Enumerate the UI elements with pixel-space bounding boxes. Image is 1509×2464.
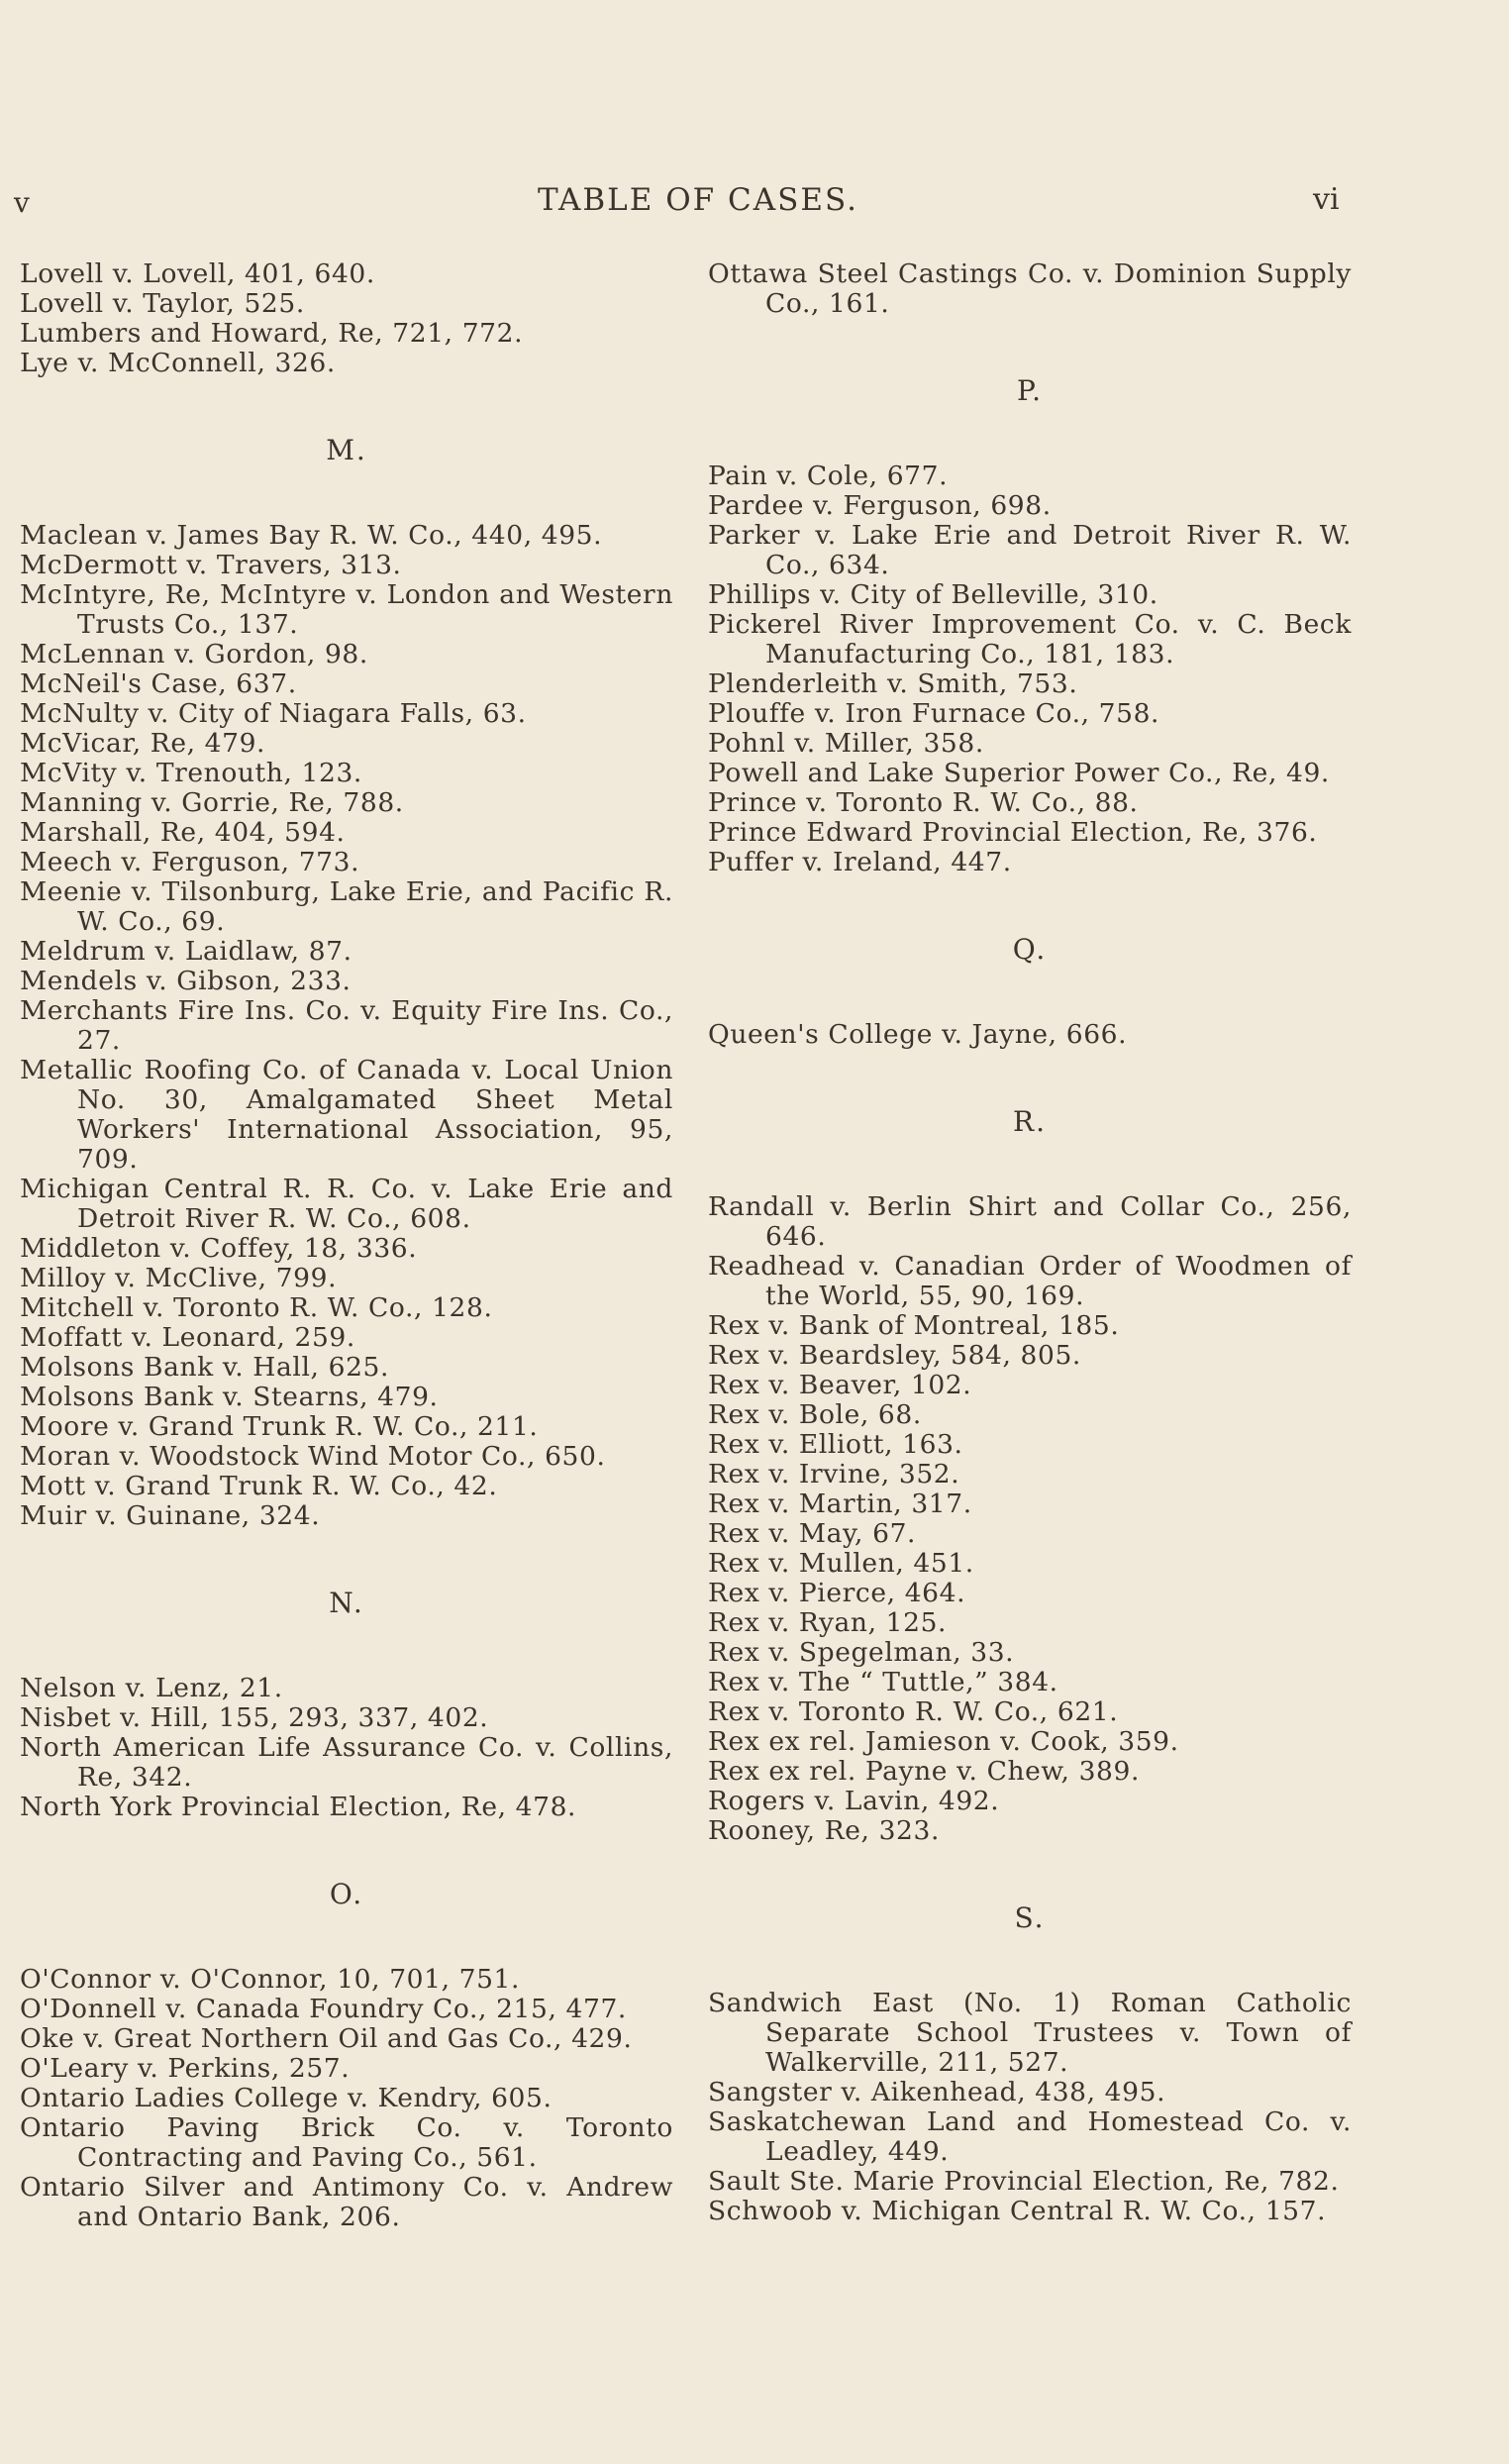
- case-entry: Meech v. Ferguson, 773.: [20, 847, 360, 877]
- section-letter: N.: [329, 1587, 364, 1619]
- case-entry: Rex v. Beardsley, 584, 805.: [708, 1340, 1081, 1371]
- case-entry: McIntyre, Re, McIntyre v. London and Western Trusts Co., 137.: [20, 579, 673, 640]
- case-entry: Rex v. Bank of Montreal, 185.: [708, 1310, 1120, 1341]
- case-entry: Rex v. Irvine, 352.: [708, 1459, 960, 1489]
- case-entry: Manning v. Gorrie, Re, 788.: [20, 787, 404, 818]
- page-number: vi: [1313, 182, 1340, 217]
- case-entry: Meenie v. Tilsonburg, Lake Erie, and Pacific R. W. Co., 69.: [20, 876, 673, 937]
- case-entry: Sandwich East (No. 1) Roman Catholic Separate School Trustees v. Town of Walkerville, 211, 527.: [708, 1988, 1352, 2078]
- case-entry: Powell and Lake Superior Power Co., Re, 49.: [708, 758, 1330, 788]
- case-entry: Oke v. Great Northern Oil and Gas Co., 429.: [20, 2023, 633, 2054]
- case-entry: Mitchell v. Toronto R. W. Co., 128.: [20, 1292, 493, 1323]
- case-entry: Puffer v. Ireland, 447.: [708, 847, 1012, 877]
- case-entry: McVicar, Re, 479.: [20, 728, 266, 759]
- page-header: [0, 178, 1509, 228]
- case-entry: Saskatchewan Land and Homestead Co. v. Leadley, 449.: [708, 2106, 1352, 2167]
- case-entry: Rex v. Spegelman, 33.: [708, 1637, 1015, 1668]
- case-entry: Prince v. Toronto R. W. Co., 88.: [708, 787, 1139, 818]
- case-entry: Ontario Silver and Antimony Co. v. Andrew and Ontario Bank, 206.: [20, 2172, 673, 2232]
- case-entry: Readhead v. Canadian Order of Woodmen of the World, 55, 90, 169.: [708, 1251, 1352, 1311]
- right-column: [708, 259, 1352, 2226]
- case-entry: Nisbet v. Hill, 155, 293, 337, 402.: [20, 1702, 489, 1733]
- case-entry: Rex v. May, 67.: [708, 1518, 917, 1549]
- case-entry: Milloy v. McClive, 799.: [20, 1263, 338, 1293]
- case-entry: Rooney, Re, 323.: [708, 1815, 940, 1846]
- case-entry: Rex ex rel. Jamieson v. Cook, 359.: [708, 1726, 1179, 1757]
- case-entry: Ottawa Steel Castings Co. v. Dominion Supply Co., 161.: [708, 258, 1352, 319]
- page-mark: v: [14, 186, 30, 219]
- case-entry: Middleton v. Coffey, 18, 336.: [20, 1233, 418, 1264]
- case-entry: Rex v. Ryan, 125.: [708, 1607, 948, 1638]
- case-entry: Plenderleith v. Smith, 753.: [708, 668, 1078, 699]
- case-entry: Molsons Bank v. Stearns, 479.: [20, 1382, 439, 1412]
- case-entry: Moran v. Woodstock Wind Motor Co., 650.: [20, 1441, 606, 1472]
- case-entry: Lumbers and Howard, Re, 721, 772.: [20, 318, 524, 349]
- case-entry: Plouffe v. Iron Furnace Co., 758.: [708, 698, 1160, 729]
- case-entry: Phillips v. City of Belleville, 310.: [708, 579, 1158, 610]
- case-entry: Merchants Fire Ins. Co. v. Equity Fire Ins. Co., 27.: [20, 995, 673, 1056]
- case-entry: Sault Ste. Marie Provincial Election, Re, 782.: [708, 2166, 1340, 2197]
- section-letter: S.: [1014, 1901, 1046, 1934]
- case-entry: Sangster v. Aikenhead, 438, 495.: [708, 2077, 1166, 2107]
- case-entry: Mott v. Grand Trunk R. W. Co., 42.: [20, 1471, 498, 1501]
- case-entry: North York Provincial Election, Re, 478.: [20, 1792, 577, 1822]
- case-entry: O'Connor v. O'Connor, 10, 701, 751.: [20, 1964, 521, 1995]
- case-entry: Rogers v. Lavin, 492.: [708, 1786, 1000, 1816]
- case-entry: Rex v. The “ Tuttle,” 384.: [708, 1667, 1058, 1697]
- case-entry: Randall v. Berlin Shirt and Collar Co., 256, 646.: [708, 1191, 1352, 1252]
- section-letter: P.: [1016, 374, 1044, 407]
- case-entry: Meldrum v. Laidlaw, 87.: [20, 936, 352, 967]
- section-letter: O.: [329, 1878, 364, 1910]
- section-letter: M.: [326, 434, 367, 466]
- case-entry: Rex v. Pierce, 464.: [708, 1578, 966, 1608]
- case-entry: Muir v. Guinane, 324.: [20, 1500, 321, 1531]
- case-entry: Lovell v. Taylor, 525.: [20, 288, 305, 319]
- case-entry: Schwoob v. Michigan Central R. W. Co., 157.: [708, 2196, 1327, 2226]
- case-entry: Pohnl v. Miller, 358.: [708, 728, 984, 759]
- case-entry: O'Leary v. Perkins, 257.: [20, 2053, 351, 2084]
- case-entry: Lovell v. Lovell, 401, 640.: [20, 258, 375, 289]
- case-entry: Marshall, Re, 404, 594.: [20, 817, 346, 848]
- case-entry: Rex ex rel. Payne v. Chew, 389.: [708, 1756, 1141, 1787]
- case-entry: Pickerel River Improvement Co. v. C. Beck Manufacturing Co., 181, 183.: [708, 609, 1352, 669]
- case-entry: North American Life Assurance Co. v. Collins, Re, 342.: [20, 1732, 673, 1793]
- case-entry: McDermott v. Travers, 313.: [20, 550, 402, 580]
- case-entry: Rex v. Martin, 317.: [708, 1489, 972, 1519]
- case-entry: Moffatt v. Leonard, 259.: [20, 1322, 355, 1353]
- case-entry: Rex v. Mullen, 451.: [708, 1548, 974, 1579]
- case-entry: Lye v. McConnell, 326.: [20, 348, 336, 378]
- case-entry: Maclean v. James Bay R. W. Co., 440, 495.: [20, 520, 603, 551]
- case-entry: Ontario Paving Brick Co. v. Toronto Contracting and Paving Co., 561.: [20, 2112, 673, 2173]
- case-entry: McVity v. Trenouth, 123.: [20, 758, 362, 788]
- case-entry: Pain v. Cole, 677.: [708, 461, 949, 491]
- case-entry: Parker v. Lake Erie and Detroit River R. W. Co., 634.: [708, 520, 1352, 580]
- case-entry: Mendels v. Gibson, 233.: [20, 966, 352, 996]
- case-entry: Molsons Bank v. Hall, 625.: [20, 1352, 390, 1383]
- case-entry: Nelson v. Lenz, 21.: [20, 1673, 283, 1703]
- case-entry: Rex v. Beaver, 102.: [708, 1370, 972, 1400]
- case-entry: Rex v. Toronto R. W. Co., 621.: [708, 1696, 1119, 1727]
- case-entry: Moore v. Grand Trunk R. W. Co., 211.: [20, 1411, 539, 1442]
- case-entry: Michigan Central R. R. Co. v. Lake Erie and Detroit River R. W. Co., 608.: [20, 1174, 673, 1234]
- case-entry: Pardee v. Ferguson, 698.: [708, 490, 1052, 521]
- case-entry: McNulty v. City of Niagara Falls, 63.: [20, 698, 527, 729]
- case-entry: Queen's College v. Jayne, 666.: [708, 1019, 1128, 1050]
- case-entry: McNeil's Case, 637.: [20, 668, 297, 699]
- case-entry: Rex v. Bole, 68.: [708, 1399, 922, 1430]
- section-letter: R.: [1013, 1105, 1047, 1138]
- case-entry: Rex v. Elliott, 163.: [708, 1429, 963, 1460]
- left-column: [20, 259, 673, 2232]
- case-entry: Ontario Ladies College v. Kendry, 605.: [20, 2083, 553, 2113]
- case-entry: O'Donnell v. Canada Foundry Co., 215, 477.: [20, 1994, 627, 2024]
- section-letter: Q.: [1012, 933, 1048, 966]
- case-entry: Prince Edward Provincial Election, Re, 376.: [708, 817, 1318, 848]
- case-entry: Metallic Roofing Co. of Canada v. Local Union No. 30, Amalgamated Sheet Metal Workers' International Association, 95, 709.: [20, 1055, 673, 1175]
- page-title: TABLE OF CASES.: [538, 182, 858, 218]
- case-entry: McLennan v. Gordon, 98.: [20, 639, 368, 669]
